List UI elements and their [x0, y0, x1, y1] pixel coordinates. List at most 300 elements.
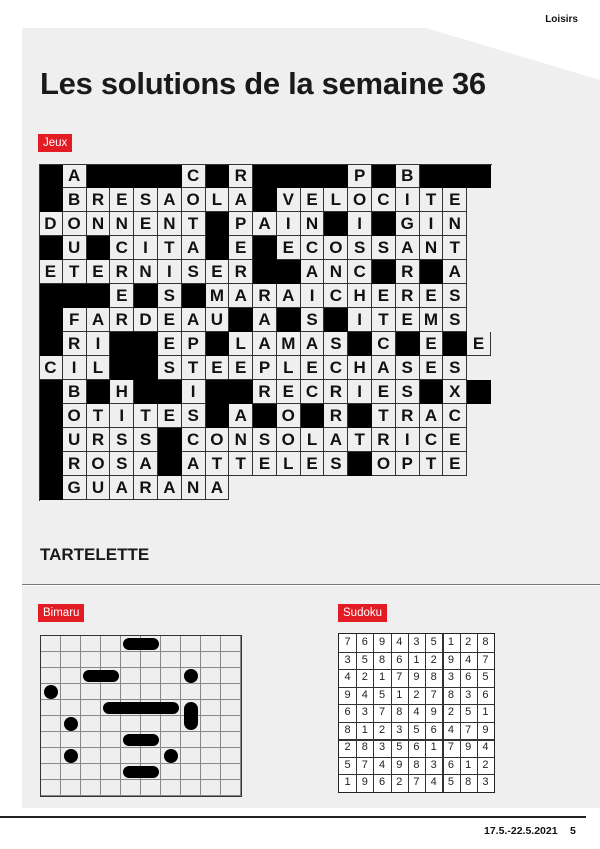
crossword-cell: E: [134, 212, 158, 236]
crossword-cell: S: [110, 428, 134, 452]
crossword-cell: I: [63, 356, 87, 380]
sudoku-cell: 5: [447, 776, 454, 789]
crossword-cell: E: [396, 308, 420, 332]
crossword-cell: I: [110, 404, 134, 428]
bimaru-cell: [181, 780, 201, 796]
crossword-cell: I: [134, 236, 158, 260]
crossword-black-cell: [87, 164, 111, 188]
sudoku-cell: 6: [465, 671, 472, 684]
sudoku-cell: 1: [447, 636, 454, 648]
crossword-cell: P: [182, 332, 206, 356]
crossword-cell: E: [372, 380, 396, 404]
crossword-black-cell: [206, 212, 230, 236]
bimaru-cell: [81, 684, 101, 700]
bimaru-ship: [64, 749, 78, 763]
crossword-black-cell: [39, 332, 63, 356]
sudoku-cell: 7: [378, 706, 386, 719]
crossword-cell: A: [229, 284, 253, 308]
crossword-cell: C: [348, 260, 372, 284]
sudoku-cell: 8: [447, 688, 454, 701]
crossword-cell: C: [39, 356, 63, 380]
crossword-cell: I: [158, 260, 182, 284]
crossword-cell: S: [158, 356, 182, 380]
bimaru-cell: [181, 764, 201, 780]
bimaru-cell: [161, 684, 181, 700]
crossword-cell: P: [229, 212, 253, 236]
crossword-black-cell: [39, 236, 63, 260]
sudoku-cell: 6: [344, 706, 351, 719]
crossword-cell: A: [158, 476, 182, 500]
crossword-cell: B: [396, 164, 420, 188]
crossword-cell: A: [110, 476, 134, 500]
bimaru-cell: [141, 716, 161, 732]
crossword-black-cell: [39, 380, 63, 404]
bimaru-cell: [221, 636, 241, 652]
bimaru-cell: [81, 636, 101, 652]
sudoku-cell: 8: [465, 776, 472, 789]
sudoku-cell: 1: [361, 723, 368, 736]
crossword-cell: U: [63, 236, 87, 260]
bimaru-cell: [141, 780, 161, 796]
crossword-cell: E: [301, 452, 325, 476]
bimaru-grid: [40, 635, 242, 797]
crossword-cell: E: [443, 188, 467, 212]
crossword-cell: T: [182, 212, 206, 236]
bimaru-cell: [161, 636, 181, 652]
crossword-cell: R: [229, 164, 253, 188]
bimaru-cell: [81, 716, 101, 732]
sudoku-cell: 1: [430, 741, 437, 754]
crossword-cell: H: [348, 284, 372, 308]
sudoku-cell: 5: [430, 636, 437, 648]
crossword-cell: G: [396, 212, 420, 236]
crossword-black-cell: [206, 380, 230, 404]
crossword-black-cell: [87, 236, 111, 260]
crossword-black-cell: [158, 380, 182, 404]
crossword-black-cell: [277, 308, 301, 332]
crossword-cell: N: [443, 212, 467, 236]
bimaru-cell: [201, 780, 221, 796]
crossword-cell: R: [87, 428, 111, 452]
crossword-cell: P: [253, 356, 277, 380]
page-title: Les solutions de la semaine 36: [40, 66, 486, 101]
sudoku-cell: 4: [361, 688, 368, 701]
crossword-black-cell: [206, 332, 230, 356]
crossword-cell: E: [110, 188, 134, 212]
sudoku-cell: 1: [482, 706, 489, 719]
bimaru-cell: [81, 748, 101, 764]
crossword-cell: A: [301, 260, 325, 284]
jeux-tag: Jeux: [38, 134, 72, 152]
bimaru-cell: [121, 684, 141, 700]
crossword-black-cell: [134, 284, 158, 308]
crossword-cell: L: [87, 356, 111, 380]
crossword-black-cell: [158, 428, 182, 452]
crossword-cell: T: [206, 452, 230, 476]
sudoku-cell: 2: [465, 636, 472, 648]
sudoku-cell: 2: [482, 758, 489, 771]
sudoku-cell: 9: [447, 653, 454, 666]
bimaru-ship: [184, 702, 198, 730]
bimaru-cell: [201, 700, 221, 716]
crossword-cell: T: [87, 404, 111, 428]
bimaru-cell: [161, 764, 181, 780]
crossword-cell: O: [324, 236, 348, 260]
crossword-cell: A: [396, 236, 420, 260]
crossword-black-cell: [372, 260, 396, 284]
sudoku-cell: 6: [413, 741, 420, 754]
bimaru-cell: [61, 636, 81, 652]
sudoku-gridline: [339, 652, 494, 653]
bimaru-cell: [61, 700, 81, 716]
bimaru-cell: [221, 700, 241, 716]
bimaru-ship: [83, 670, 119, 682]
crossword-cell: O: [277, 428, 301, 452]
bimaru-cell: [101, 636, 121, 652]
crossword-cell: T: [63, 260, 87, 284]
sudoku-cell: 4: [465, 653, 472, 666]
crossword-black-cell: [39, 284, 63, 308]
crossword-cell: C: [182, 164, 206, 188]
crossword-cell: E: [420, 284, 444, 308]
crossword-cell: S: [396, 356, 420, 380]
crossword-cell: L: [277, 356, 301, 380]
crossword-cell: I: [182, 380, 206, 404]
crossword-cell: L: [277, 452, 301, 476]
crossword-cell: L: [206, 188, 230, 212]
sudoku-cell: 7: [465, 723, 472, 736]
crossword-cell: A: [87, 308, 111, 332]
crossword-cell: R: [324, 380, 348, 404]
crossword-cell: S: [348, 236, 372, 260]
bimaru-cell: [141, 652, 161, 668]
bimaru-cell: [61, 764, 81, 780]
bimaru-cell: [81, 764, 101, 780]
bimaru-cell: [41, 764, 61, 780]
crossword-black-cell: [348, 404, 372, 428]
sudoku-cell: 7: [482, 653, 489, 666]
bimaru-cell: [201, 716, 221, 732]
bimaru-cell: [201, 636, 221, 652]
crossword-cell: S: [158, 284, 182, 308]
bimaru-cell: [41, 636, 61, 652]
crossword-cell: A: [443, 260, 467, 284]
bimaru-cell: [141, 748, 161, 764]
crossword-cell: A: [63, 164, 87, 188]
bimaru-cell: [141, 668, 161, 684]
sudoku-cell: 9: [465, 741, 472, 754]
bimaru-ship: [123, 638, 159, 650]
bimaru-cell: [81, 732, 101, 748]
sudoku-cell: 8: [482, 636, 489, 648]
crossword-cell: S: [134, 188, 158, 212]
crossword-cell: O: [63, 404, 87, 428]
crossword-cell: A: [229, 188, 253, 212]
crossword-cell: L: [229, 332, 253, 356]
bimaru-cell: [61, 732, 81, 748]
sudoku-gridline: [339, 757, 494, 758]
crossword-cell: D: [39, 212, 63, 236]
crossword-cell: N: [420, 236, 444, 260]
crossword-black-cell: [324, 212, 348, 236]
crossword-cell: L: [324, 188, 348, 212]
section-divider: [22, 584, 600, 585]
crossword-cell: E: [467, 332, 491, 356]
crossword-cell: A: [253, 308, 277, 332]
sudoku-cell: 4: [430, 776, 437, 789]
crossword-cell: T: [372, 404, 396, 428]
crossword-cell: N: [134, 260, 158, 284]
sudoku-cell: 4: [413, 706, 420, 719]
sudoku-cell: 2: [344, 741, 351, 754]
sudoku-gridline: [339, 687, 494, 689]
crossword-cell: E: [158, 332, 182, 356]
sudoku-cell: 2: [447, 706, 454, 719]
crossword-cell: T: [372, 308, 396, 332]
crossword-cell: H: [110, 380, 134, 404]
crossword-cell: N: [158, 212, 182, 236]
crossword-cell: E: [158, 404, 182, 428]
sudoku-cell: 2: [396, 776, 403, 789]
bimaru-cell: [221, 716, 241, 732]
crossword-cell: P: [348, 164, 372, 188]
sudoku-cell: 9: [396, 758, 403, 771]
sudoku-cell: 9: [344, 688, 351, 701]
bimaru-cell: [201, 764, 221, 780]
crossword-black-cell: [110, 332, 134, 356]
sudoku-cell: 2: [378, 723, 386, 736]
bimaru-cell: [161, 652, 181, 668]
crossword-cell: S: [134, 428, 158, 452]
bimaru-cell: [221, 652, 241, 668]
crossword-cell: O: [63, 212, 87, 236]
crossword-black-cell: [182, 284, 206, 308]
crossword-black-cell: [253, 404, 277, 428]
crossword-cell: T: [182, 356, 206, 380]
crossword-cell: R: [253, 284, 277, 308]
sudoku-cell: 1: [465, 758, 472, 771]
crossword-black-cell: [467, 164, 491, 188]
crossword-black-cell: [324, 164, 348, 188]
sudoku-gridline: [339, 704, 494, 705]
crossword-cell: X: [443, 380, 467, 404]
sudoku-cell: 5: [344, 758, 351, 771]
crossword-cell: S: [396, 380, 420, 404]
crossword-cell: T: [229, 452, 253, 476]
crossword-cell: T: [348, 428, 372, 452]
sudoku-cell: 1: [413, 653, 420, 666]
crossword-cell: F: [63, 308, 87, 332]
crossword-cell: E: [158, 308, 182, 332]
sudoku-cell: 3: [430, 758, 437, 771]
sudoku-grid: [338, 633, 495, 793]
sudoku-cell: 8: [396, 706, 403, 719]
crossword-black-cell: [206, 236, 230, 260]
bimaru-cell: [221, 780, 241, 796]
bimaru-cell: [221, 764, 241, 780]
crossword-cell: C: [372, 188, 396, 212]
crossword-cell: I: [348, 212, 372, 236]
crossword-cell: E: [443, 428, 467, 452]
bimaru-cell: [201, 652, 221, 668]
sudoku-cell: 3: [378, 741, 386, 754]
bimaru-cell: [221, 732, 241, 748]
sudoku-cell: 1: [344, 776, 351, 789]
bimaru-cell: [181, 732, 201, 748]
crossword-cell: O: [206, 428, 230, 452]
bimaru-cell: [181, 684, 201, 700]
crossword-cell: N: [229, 428, 253, 452]
crossword-cell: N: [182, 476, 206, 500]
crossword-black-cell: [348, 332, 372, 356]
bimaru-cell: [181, 636, 201, 652]
bimaru-cell: [221, 668, 241, 684]
bimaru-cell: [61, 652, 81, 668]
crossword-cell: I: [420, 212, 444, 236]
crossword-cell: E: [229, 356, 253, 380]
bimaru-cell: [101, 716, 121, 732]
crossword-black-cell: [134, 356, 158, 380]
crossword-cell: R: [253, 380, 277, 404]
crossword-black-cell: [420, 164, 444, 188]
crossword-cell: I: [277, 212, 301, 236]
bimaru-ship: [103, 702, 179, 714]
crossword-black-cell: [324, 308, 348, 332]
crossword-cell: A: [301, 332, 325, 356]
sudoku-cell: 9: [430, 706, 437, 719]
crossword-black-cell: [301, 404, 325, 428]
crossword-cell: E: [420, 332, 444, 356]
crossword-black-cell: [277, 164, 301, 188]
crossword-cell: D: [134, 308, 158, 332]
crossword-cell: N: [110, 212, 134, 236]
crossword-black-cell: [39, 164, 63, 188]
crossword-cell: A: [253, 332, 277, 356]
crossword-cell: R: [396, 404, 420, 428]
sudoku-cell: 2: [361, 671, 368, 684]
crossword-cell: I: [348, 380, 372, 404]
bimaru-cell: [61, 780, 81, 796]
crossword-cell: R: [134, 476, 158, 500]
crossword-black-cell: [39, 308, 63, 332]
sudoku-cell: 2: [430, 653, 437, 666]
crossword-black-cell: [420, 380, 444, 404]
crossword-cell: A: [420, 404, 444, 428]
crossword-black-cell: [39, 188, 63, 212]
crossword-black-cell: [134, 332, 158, 356]
crossword-cell: S: [182, 404, 206, 428]
crossword-black-cell: [253, 164, 277, 188]
crossword-black-cell: [110, 164, 134, 188]
crossword-cell: T: [134, 404, 158, 428]
sudoku-cell: 6: [447, 758, 454, 771]
bimaru-cell: [101, 652, 121, 668]
sudoku-cell: 4: [482, 741, 489, 754]
crossword-cell: E: [372, 284, 396, 308]
bimaru-cell: [121, 780, 141, 796]
crossword-cell: T: [420, 188, 444, 212]
crossword-black-cell: [206, 164, 230, 188]
bimaru-ship: [123, 766, 159, 778]
sudoku-cell: 3: [482, 776, 489, 789]
sudoku-cell: 4: [344, 671, 351, 684]
crossword-black-cell: [396, 332, 420, 356]
crossword-cell: R: [324, 404, 348, 428]
bimaru-ship: [164, 749, 178, 763]
crossword-black-cell: [134, 164, 158, 188]
bimaru-cell: [201, 732, 221, 748]
crossword-black-cell: [443, 164, 467, 188]
bimaru-cell: [201, 668, 221, 684]
bimaru-cell: [121, 748, 141, 764]
sudoku-cell: 5: [465, 706, 472, 719]
sudoku-cell: 8: [413, 758, 420, 771]
crossword-cell: S: [443, 284, 467, 308]
sudoku-cell: 8: [344, 723, 351, 736]
crossword-cell: A: [277, 284, 301, 308]
crossword-cell: A: [324, 428, 348, 452]
crossword-cell: M: [277, 332, 301, 356]
bimaru-cell: [121, 652, 141, 668]
sudoku-cell: 3: [413, 636, 420, 648]
crossword-cell: C: [324, 284, 348, 308]
crossword-cell: E: [39, 260, 63, 284]
crossword-cell: I: [301, 284, 325, 308]
crossword-cell: C: [324, 356, 348, 380]
crossword-cell: A: [182, 308, 206, 332]
bimaru-cell: [41, 716, 61, 732]
bimaru-ship: [64, 717, 78, 731]
crossword-cell: T: [443, 236, 467, 260]
crossword-cell: C: [301, 236, 325, 260]
crossword-cell: A: [206, 476, 230, 500]
crossword-cell: E: [253, 452, 277, 476]
sudoku-cell: 7: [344, 636, 351, 648]
bimaru-cell: [161, 732, 181, 748]
sudoku-cell: 1: [396, 688, 403, 701]
sudoku-cell: 7: [447, 741, 454, 754]
crossword-black-cell: [348, 452, 372, 476]
crossword-cell: A: [253, 212, 277, 236]
bimaru-cell: [101, 748, 121, 764]
sudoku-gridline: [339, 669, 494, 670]
bimaru-cell: [101, 684, 121, 700]
crossword-cell: A: [158, 188, 182, 212]
crossword-cell: S: [443, 308, 467, 332]
sudoku-gridline: [477, 634, 478, 792]
crossword-cell: A: [372, 356, 396, 380]
crossword-cell: L: [301, 428, 325, 452]
crossword-cell: E: [206, 260, 230, 284]
crossword-cell: T: [158, 236, 182, 260]
bimaru-ship: [44, 685, 58, 699]
crossword-black-cell: [253, 260, 277, 284]
sudoku-cell: 6: [482, 688, 489, 701]
sudoku-gridline: [339, 739, 494, 741]
crossword-cell: C: [110, 236, 134, 260]
crossword-cell: S: [324, 452, 348, 476]
crossword-cell: A: [229, 404, 253, 428]
crossword-cell: E: [87, 260, 111, 284]
crossword-cell: O: [348, 188, 372, 212]
crossword-cell: O: [372, 452, 396, 476]
crossword-cell: B: [63, 380, 87, 404]
page-number: 5: [570, 825, 576, 837]
crossword-cell: S: [301, 308, 325, 332]
bimaru-cell: [161, 668, 181, 684]
bimaru-cell: [81, 652, 101, 668]
bimaru-cell: [41, 748, 61, 764]
